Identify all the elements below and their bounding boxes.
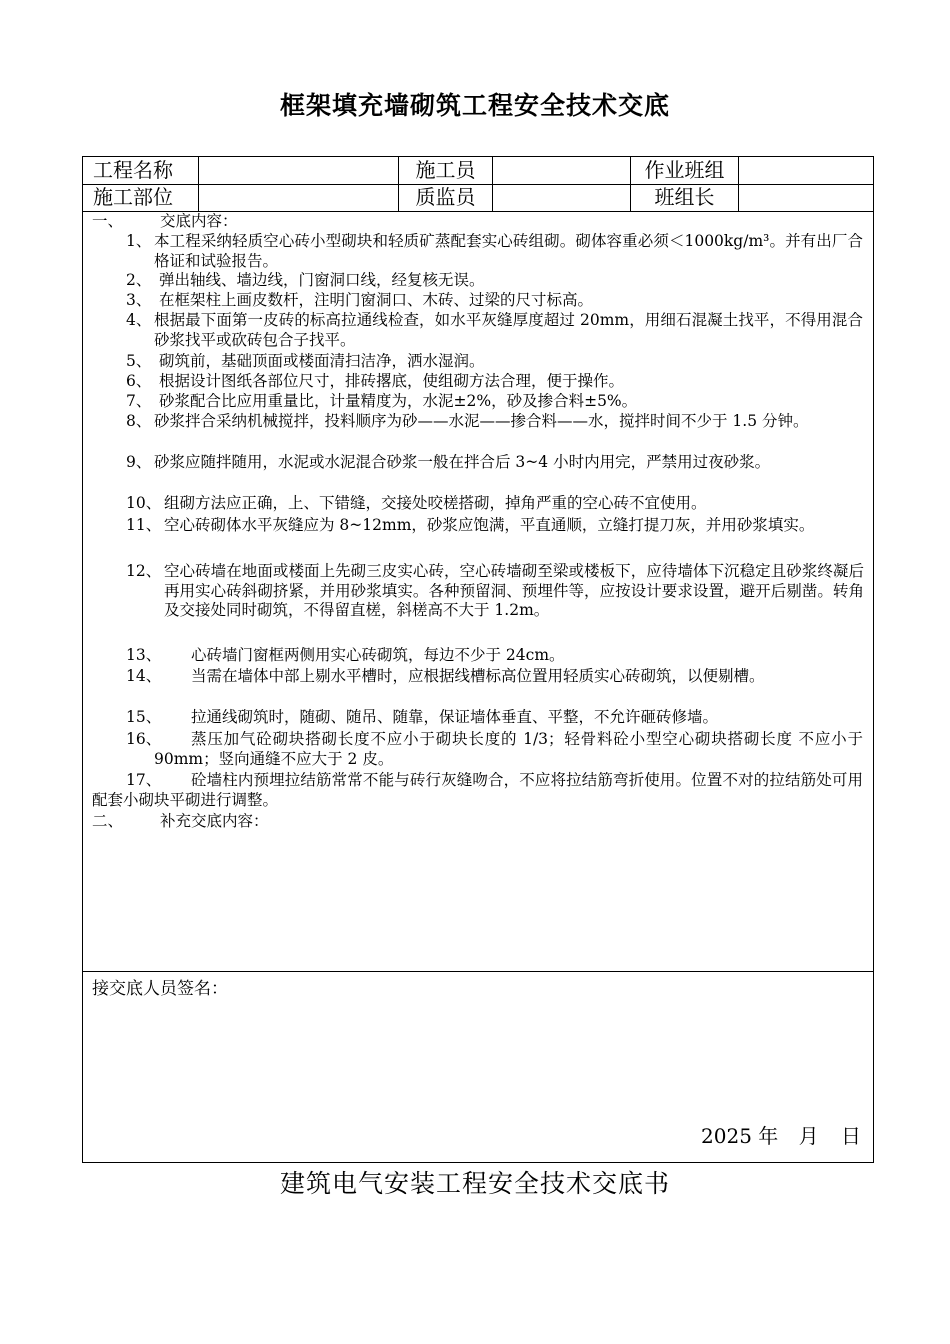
item-text: 空心砖墙在地面或楼面上先砌三皮实心砖，空心砖墙砌至梁或楼板下，应待墙体下沉稳定且砂浆终凝后再用实心砖斜砌挤紧，并用砂浆填实。各种预留洞、预埋件等，应按设计要求设置，避开后剔凿。转角及交接处同时砌筑，不得留直槎，斜槎高不大于 1.2m。	[164, 562, 864, 619]
header-row-2	[83, 184, 873, 212]
next-document-title: 建筑电气安装工程安全技术交底书	[279, 1169, 670, 1198]
date-year: 2025 年	[701, 1124, 779, 1148]
quality-inspector-label: 质监员	[399, 184, 493, 211]
item-text: 根据最下面第一皮砖的标高拉通线检查，如水平灰缝厚度超过 20mm，用细石混凝土找平，不得用混合砂浆找平或砍砖包合子找平。	[154, 311, 863, 349]
item-text: 弹出轴线、墙边线，门窗洞口线，经复核无误。	[159, 271, 485, 289]
constructor-label: 施工员	[399, 157, 493, 184]
item-text: 空心砖砌体水平灰缝应为 8~12mm，砂浆应饱满，平直通顺，立缝打提刀灰，并用砂浆填实。	[164, 516, 815, 534]
item-text: 当需在墙体中部上剔水平槽时，应根据线槽标高位置用轻质实心砖砌筑，以便剔槽。	[191, 667, 765, 685]
signature-area	[83, 972, 873, 1162]
team-leader-label: 班组长	[631, 184, 739, 211]
work-team-label: 作业班组	[631, 157, 739, 184]
item-number: 4、	[126, 311, 152, 329]
item-text: 砼墙柱内预埋拉结筋常常不能与砖行灰缝吻合，不应将拉结筋弯折使用。位置不对的拉结筋处可用配套小砌块平砌进行调整。	[92, 771, 863, 809]
signature-label: 接交底人员签名：	[92, 979, 228, 999]
section-1-heading	[92, 212, 238, 232]
item-text: 砌筑前，基础顶面或楼面清扫洁净，洒水湿润。	[159, 352, 485, 370]
item-text: 本工程采纳轻质空心砖小型砌块和轻质矿蒸配套实心砖组砌。砌体容重必须＜1000kg/m³。并有出厂合格证和试验报告。	[154, 232, 863, 270]
item-text: 心砖墙门窗框两侧用实心砖砌筑，每边不少于 24cm。	[191, 646, 565, 664]
item-number: 3、	[126, 291, 152, 309]
item-text: 根据设计图纸各部位尺寸，排砖撂底，使组砌方法合理，便于操作。	[159, 372, 625, 390]
section-2-number: 二、	[92, 812, 124, 830]
item-text: 组砌方法应正确，上、下错缝，交接处咬槎搭砌，掉角严重的空心砖不宜使用。	[164, 494, 707, 512]
item-number: 14、	[126, 667, 162, 685]
item-text: 砂浆应随拌随用，水泥或水泥混合砂浆一般在拌合后 3~4 小时内用完，严禁用过夜砂浆。	[154, 453, 771, 471]
project-name-field[interactable]	[199, 157, 399, 184]
section-1-title: 交底内容：	[160, 212, 238, 230]
work-team-field[interactable]	[739, 157, 873, 184]
project-name-label: 工程名称	[83, 157, 199, 184]
item-number: 7、	[126, 392, 152, 410]
item-number: 17、	[126, 771, 162, 789]
construction-part-field[interactable]	[199, 184, 399, 211]
disclosure-table	[82, 156, 874, 1163]
date-day: 日	[841, 1124, 861, 1148]
item-text: 砂浆配合比应用重量比，计量精度为，水泥±2%，砂及掺合料±5%。	[159, 392, 638, 410]
item-number: 10、	[126, 494, 162, 512]
item-number: 6、	[126, 372, 152, 390]
quality-inspector-field[interactable]	[493, 184, 631, 211]
item-number: 5、	[126, 352, 152, 370]
item-text: 蒸压加气砼砌块搭砌长度不应小于砌块长度的 1/3；轻骨料砼小型空心砌块搭砌长度 不应小于 90mm；竖向通缝不应大于 2 皮。	[154, 730, 863, 768]
constructor-field[interactable]	[493, 157, 631, 184]
signature-date	[697, 1120, 861, 1149]
item-number: 1、	[126, 232, 152, 250]
item-text: 拉通线砌筑时，随砌、随吊、随靠，保证墙体垂直、平整，不允许砸砖修墙。	[191, 708, 719, 726]
item-number: 13、	[126, 646, 162, 664]
header-row-1	[83, 157, 873, 185]
construction-part-label: 施工部位	[83, 184, 199, 211]
date-month: 月	[798, 1124, 819, 1148]
section-2-title: 补充交底内容：	[160, 812, 269, 830]
item-number: 16、	[126, 730, 162, 748]
document-title: 框架填充墙砌筑工程安全技术交底	[279, 91, 670, 120]
item-text: 在框架柱上画皮数杆，注明门窗洞口、木砖、过梁的尺寸标高。	[159, 291, 594, 309]
item-number: 8、	[126, 412, 152, 430]
item-number: 2、	[126, 271, 152, 289]
item-number: 9、	[126, 453, 152, 471]
item-number: 12、	[126, 562, 162, 580]
item-text: 砂浆拌合采纳机械搅拌，投料顺序为砂——水泥——掺合料——水，搅拌时间不少于 1.5 分钟。	[154, 412, 809, 430]
disclosure-content	[83, 212, 873, 972]
item-number: 15、	[126, 708, 162, 726]
section-1-number: 一、	[92, 212, 124, 230]
item-number: 11、	[126, 516, 162, 534]
team-leader-field[interactable]	[739, 184, 873, 211]
section-2-heading	[92, 812, 269, 832]
